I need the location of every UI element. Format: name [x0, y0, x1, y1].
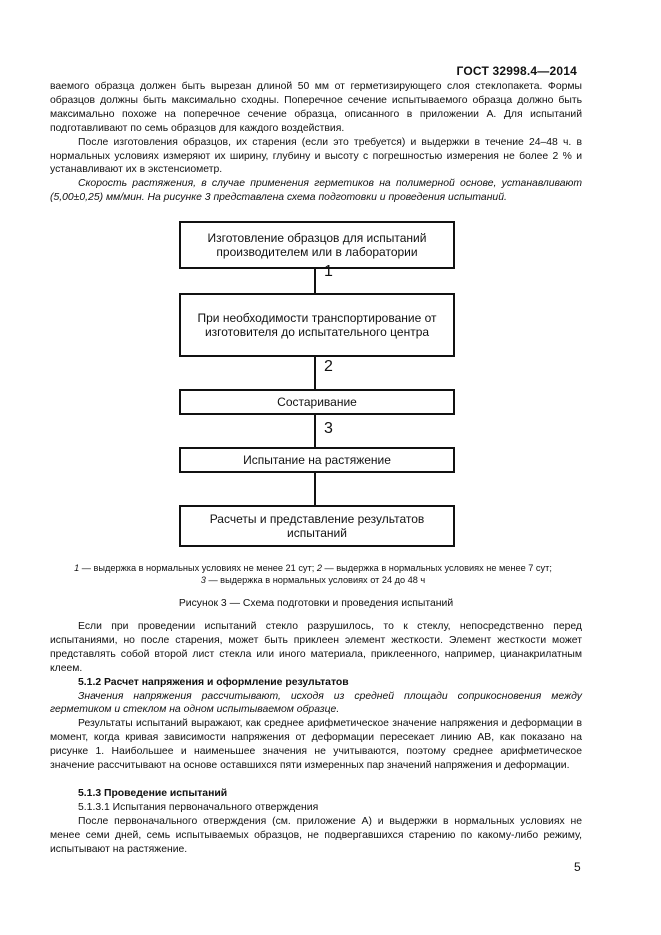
flow-box-2: При необходимости транспортирование от изготовителя до испытательного центра: [179, 293, 455, 357]
paragraph-italic: Скорость растяжения, в случае применения герметиков на полимерной основе, устанавливают (5,00±0,25) мм/мин. На рисунке 3 представлена схема подготовки и проведения испытаний.: [50, 178, 582, 204]
flow-box-4: Испытание на растяжение: [179, 447, 455, 473]
legend-num: 3: [200, 574, 206, 585]
paragraph-italic: Значения напряжения рассчитывают, исходя из средней площади соприкосновения между герметиком и стеклом на одном испытываемом образце.: [50, 690, 582, 716]
paragraph: Результаты испытаний выражают, как среднее арифметическое значение напряжения и деформации в момент, когда кривая зависимости напряжения от деформации пересекает линию АВ, как показано на рисунке 1. Наибольшее и наименьшее значения не учитываются, поэтому среднее арифметическое значение рассчитывают на основе оставшихся пяти измеренных пар значений напряжения и деформации.: [50, 718, 582, 772]
flow-box-3: Состаривание: [179, 389, 455, 415]
connector-label-1: 1: [324, 263, 333, 280]
legend-text: — выдержка в нормальных условиях не менее 7 сут;: [321, 563, 552, 573]
connector-label-2: 2: [324, 358, 333, 375]
connector-3: [314, 415, 316, 447]
figure-caption: Рисунок 3 — Схема подготовки и проведения испытаний: [178, 598, 454, 609]
bottom-text-block: [50, 620, 582, 857]
connector-2: [314, 357, 316, 389]
paragraph: После первоначального отверждения (см. приложение А) и выдержки в нормальных условиях не менее семи дней, семь испытываемых образцов, не подвергавшихся старению по какому-либо режиму, испытывают на растяжение.: [50, 815, 582, 855]
document-code: ГОСТ 32998.4—2014: [456, 64, 577, 78]
figure-legend: [50, 563, 576, 587]
legend-text: — выдержка в нормальных условиях не менее 21 сут;: [79, 563, 317, 573]
page-number: 5: [574, 860, 581, 874]
connector-1: [314, 269, 316, 293]
paragraph: После изготовления образцов, их старения (если это требуется) и выдержки в течение 24–48 ч. в нормальных условиях измеряют их ширину, глубину и высоту с погрешностью измерения не более 2 % и устанавливают их в экстенсиометр.: [50, 136, 582, 176]
section-heading: 5.1.2 Расчет напряжения и оформление результатов: [78, 676, 349, 688]
legend-line-1: [50, 563, 576, 575]
legend-text: — выдержка в нормальных условиях от 24 до 48 ч: [205, 574, 426, 585]
top-text-block: [50, 80, 582, 205]
legend-line-2: [50, 575, 576, 587]
legend-num: 2: [316, 563, 322, 573]
connector-4: [314, 473, 316, 505]
paragraph: Если при проведении испытаний стекло разрушилось, то к стеклу, непосредственно перед испытаниями, но после старения, может быть приклеен элемент жесткости. Элемент жесткости может представлять собой второй лист стекла или иного материала, приклеенного, например, цианакрилатным клеем.: [50, 621, 582, 674]
subsection-heading: 5.1.3.1 Испытания первоначального отверждения: [78, 801, 319, 813]
flow-box-5: Расчеты и представление результатов испытаний: [179, 505, 455, 547]
connector-label-3: 3: [324, 420, 333, 437]
flow-box-1: Изготовление образцов для испытаний производителем или в лаборатории: [179, 221, 455, 269]
section-heading: 5.1.3 Проведение испытаний: [78, 787, 228, 799]
legend-num: 1: [74, 563, 80, 573]
paragraph: ваемого образца должен быть вырезан длиной 50 мм от герметизирующего слоя стеклопакета. Формы образцов должны быть максимально сходны. Поперечное сечение испытываемого образца должно быть максимально похоже на поперечное сечение образца, описанного в приложении А. Для испытаний подготавливают по семь образцов для каждого воздействия.: [50, 81, 582, 134]
